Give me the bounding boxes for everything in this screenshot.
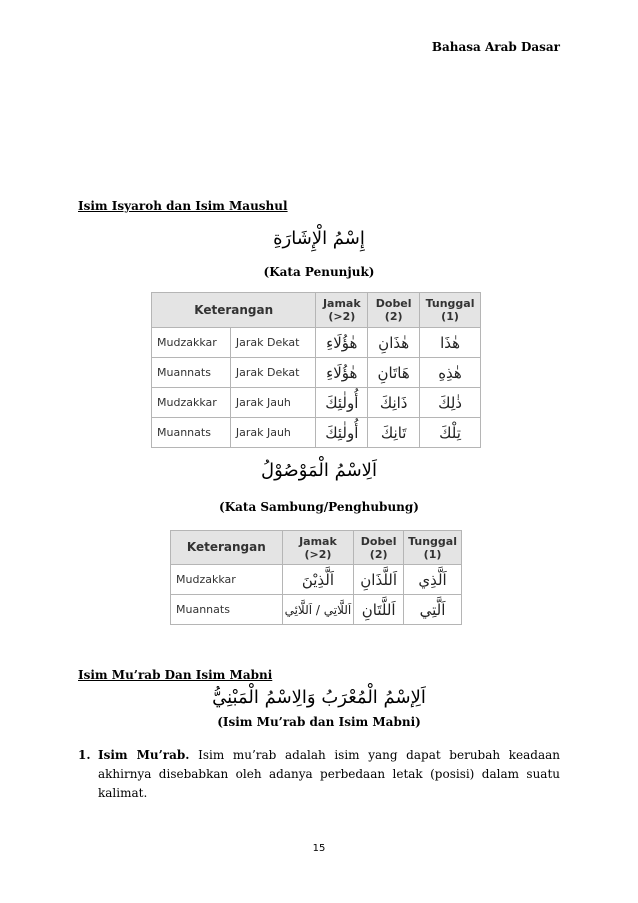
list-item-isim-murab [78, 746, 560, 803]
subtitle-kata-penunjuk: (Kata Penunjuk) [263, 265, 375, 279]
subtitle-murab-mabni: (Isim Mu’rab dan Isim Mabni) [217, 715, 421, 729]
cell-tunggal: هٰذَا [420, 328, 481, 358]
header-jamak: Jamak (>2) [316, 293, 368, 328]
table-row [152, 418, 481, 448]
table-header-row [171, 531, 462, 565]
table-row [171, 565, 462, 595]
header-keterangan: Keterangan [152, 293, 316, 328]
cell-dobel: تَانِكَ [368, 418, 420, 448]
list-item-lead: Isim Mu’rab. [98, 748, 190, 762]
cell-dobel: اَللَّذَانِ [354, 565, 404, 595]
header-tunggal: Tunggal (1) [420, 293, 481, 328]
cell-dobel: هٰذَانِ [368, 328, 420, 358]
cell-jamak: اَلَّذِيْنَ [282, 565, 354, 595]
cell-jarak: Jarak Dekat [230, 328, 316, 358]
cell-gender: Muannats [152, 418, 231, 448]
section-title-isyaroh-maushul: Isim Isyaroh dan Isim Maushul [78, 199, 288, 213]
cell-gender: Muannats [152, 358, 231, 388]
section-title-murab-mabni: Isim Mu’rab Dan Isim Mabni [78, 668, 273, 682]
cell-gender: Mudzakkar [171, 565, 283, 595]
cell-dobel: اَللَّتَانِ [354, 595, 404, 625]
page-number: 15 [312, 843, 326, 854]
list-item-number: 1. [78, 748, 91, 762]
cell-jamak: أُولٰئِكَ [316, 388, 368, 418]
header-keterangan: Keterangan [171, 531, 283, 565]
cell-tunggal: اَلَّذِي [404, 565, 462, 595]
list-item-text [98, 746, 560, 803]
header-jamak: Jamak (>2) [282, 531, 354, 565]
cell-tunggal: ذٰلِكَ [420, 388, 481, 418]
cell-jarak: Jarak Dekat [230, 358, 316, 388]
table-row [152, 328, 481, 358]
arabic-title-isim-isyarah: إِسْمُ الْإِشَارَةِ [273, 228, 365, 249]
table-row [152, 358, 481, 388]
list-item-body: Isim mu’rab adalah isim yang dapat berubah keadaan akhirnya disebabkan oleh adanya perbedaan letak (posisi) dalam suatu kalimat. [98, 748, 560, 800]
cell-gender: Muannats [171, 595, 283, 625]
arabic-title-murab-mabni: اَلِإسْمُ الْمُعْرَبُ وَالِاسْمُ الْمَبْنِيُّ [212, 687, 426, 708]
cell-jamak: أُولٰئِكَ [316, 418, 368, 448]
isyarah-table [151, 292, 481, 448]
header-dobel: Dobel (2) [368, 293, 420, 328]
table-row [171, 595, 462, 625]
cell-jarak: Jarak Jauh [230, 388, 316, 418]
cell-gender: Mudzakkar [152, 328, 231, 358]
arabic-title-isim-maushul: اَلِاسْمُ الْمَوْصُوْلُ [261, 460, 377, 481]
header-tunggal: Tunggal (1) [404, 531, 462, 565]
cell-jamak: هٰؤُلَاءِ [316, 328, 368, 358]
maushul-table [170, 530, 462, 625]
cell-jamak: اَللَّاتِي / اَللَّائِي [282, 595, 354, 625]
cell-jamak: هٰؤُلَاءِ [316, 358, 368, 388]
cell-dobel: ذَانِكَ [368, 388, 420, 418]
cell-tunggal: اَلَّتِي [404, 595, 462, 625]
cell-tunggal: هٰذِهِ [420, 358, 481, 388]
header-dobel: Dobel (2) [354, 531, 404, 565]
cell-dobel: هَاتَانِ [368, 358, 420, 388]
header-title: Bahasa Arab Dasar [431, 40, 560, 54]
subtitle-kata-sambung: (Kata Sambung/Penghubung) [219, 500, 419, 514]
cell-tunggal: تِلْكَ [420, 418, 481, 448]
cell-jarak: Jarak Jauh [230, 418, 316, 448]
table-header-row [152, 293, 481, 328]
table-row [152, 388, 481, 418]
cell-gender: Mudzakkar [152, 388, 231, 418]
